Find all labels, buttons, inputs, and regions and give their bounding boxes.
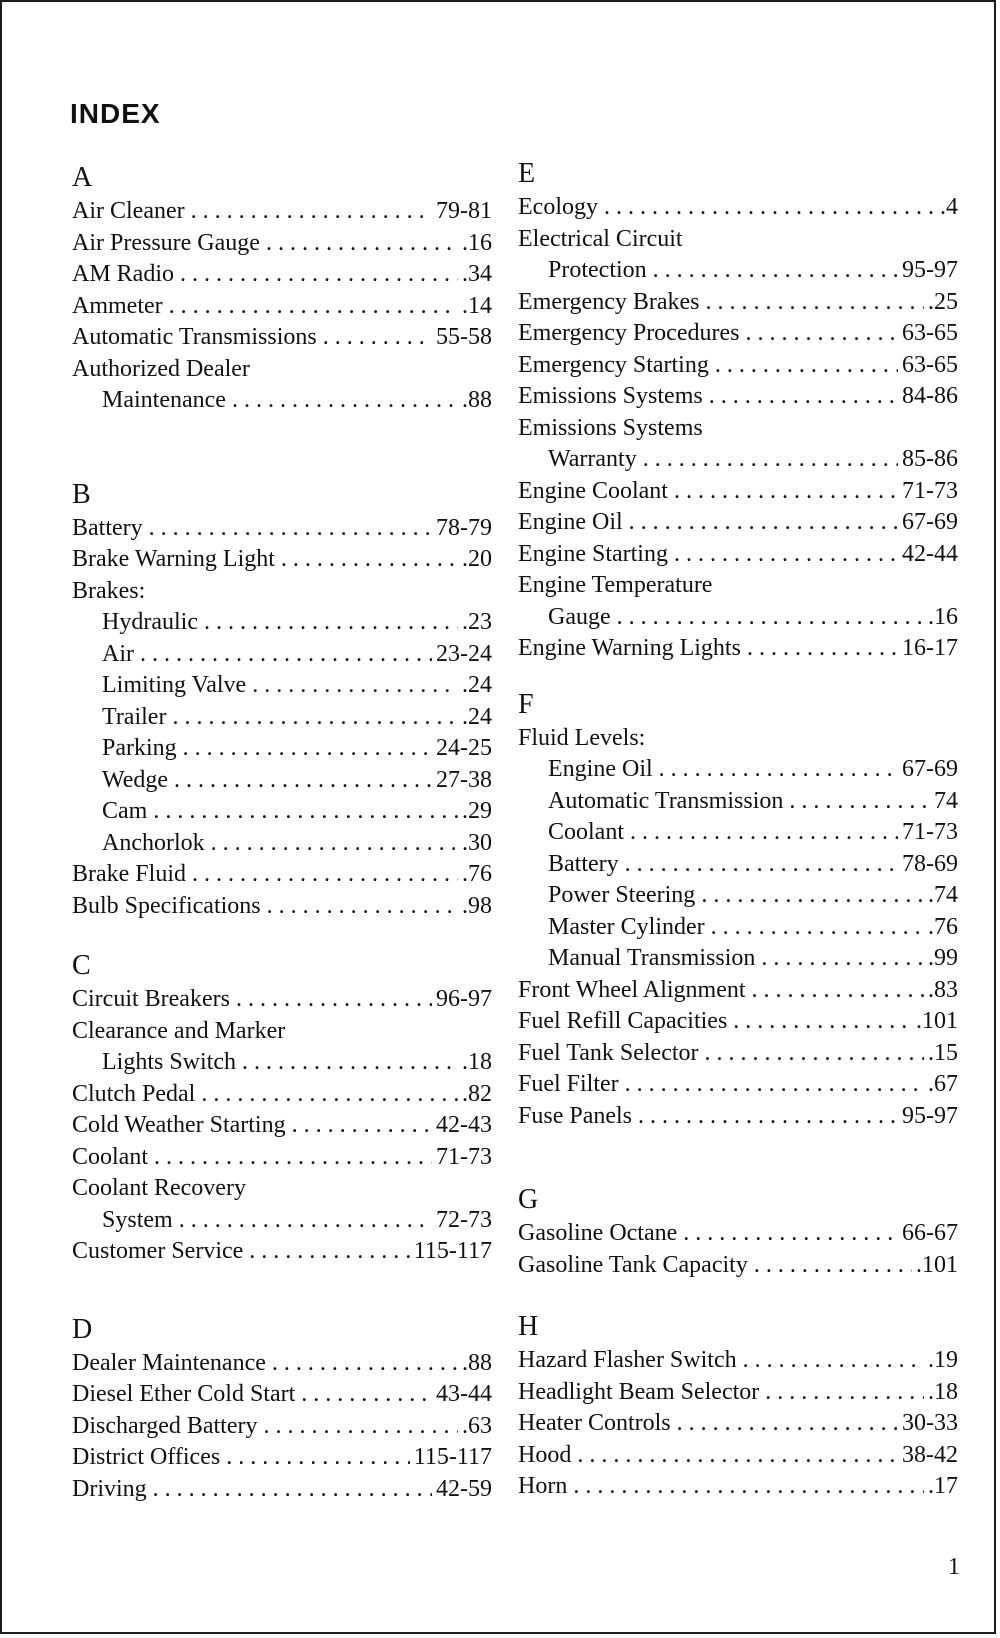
entry-page: .18 [928, 1378, 958, 1405]
entry-page: .15 [928, 1039, 958, 1066]
leader-dots [761, 943, 924, 975]
entry-heading: Brakes: [72, 577, 146, 604]
leader-dots [174, 765, 432, 797]
entry-heading: Electrical Circuit [518, 225, 683, 252]
index-entry[interactable] [518, 476, 958, 508]
entry-page: .19 [928, 1347, 958, 1373]
leader-dots [638, 1101, 898, 1133]
entry-label: Bulb Specifications [72, 892, 261, 919]
entry-page: 63-65 [902, 351, 958, 378]
entry-label: Horn [518, 1473, 568, 1499]
index-entry[interactable] [518, 318, 958, 350]
entry-page: .30 [462, 829, 492, 856]
entry-label: Fuel Tank Selector [518, 1039, 699, 1066]
index-entry[interactable] [72, 1205, 492, 1237]
leader-dots [747, 633, 898, 665]
leader-dots [705, 1038, 924, 1070]
section-f [518, 687, 958, 1133]
leader-dots [765, 1377, 924, 1409]
entry-label: Air Cleaner [72, 198, 185, 224]
entry-page: 63-65 [902, 320, 958, 346]
leader-dots [183, 733, 432, 765]
leader-dots [604, 192, 936, 224]
section-letter: H [518, 1311, 539, 1342]
index-entry[interactable] [72, 291, 492, 323]
index-entry[interactable] [72, 1379, 492, 1411]
entry-page: 78-79 [436, 514, 492, 541]
index-entry[interactable] [72, 228, 492, 260]
entry-page: 71-73 [436, 1143, 492, 1170]
section-letter: C [72, 950, 91, 981]
entry-label: Emissions Systems [518, 383, 703, 409]
leader-dots [752, 975, 924, 1007]
leader-dots [629, 507, 898, 539]
leader-dots [226, 1442, 410, 1474]
entry-label: AM Radio [72, 261, 174, 287]
entry-label: Maintenance [102, 387, 226, 413]
leader-dots [192, 859, 458, 891]
entry-page: .18 [462, 1049, 492, 1075]
entry-heading: Engine Temperature [518, 572, 713, 598]
entry-page: 23-24 [436, 640, 492, 667]
leader-dots [706, 287, 925, 319]
entry-page: .16 [928, 603, 958, 630]
index-entry[interactable] [72, 322, 492, 354]
index-entry[interactable] [518, 880, 958, 912]
entry-label: Battery [72, 514, 143, 541]
entry-label: Engine Starting [518, 540, 668, 567]
index-entry[interactable] [518, 1250, 958, 1282]
section-letter: G [518, 1184, 539, 1215]
entry-label: Engine Oil [518, 509, 623, 535]
entry-page: .4 [940, 194, 958, 220]
entry-label: Emergency Brakes [518, 288, 700, 315]
leader-dots [577, 1440, 898, 1472]
section-e [518, 156, 958, 665]
index-entry[interactable] [518, 602, 958, 634]
entry-label: Fuel Refill Capacities [518, 1008, 728, 1034]
leader-dots [677, 1408, 898, 1440]
entry-page: 96-97 [436, 986, 492, 1012]
entry-page: .88 [462, 1349, 492, 1376]
entry-page: 16-17 [902, 635, 958, 661]
leader-dots [281, 544, 458, 576]
entry-page: 71-73 [902, 819, 958, 845]
leader-dots [733, 1006, 912, 1038]
leader-dots [653, 255, 898, 287]
leader-dots [249, 1236, 409, 1268]
entry-page: 30-33 [902, 1410, 958, 1436]
entry-page: .83 [928, 976, 958, 1003]
entry-label: Cold Weather Starting [72, 1112, 286, 1138]
entry-page: 38-42 [902, 1441, 958, 1468]
entry-label: System [102, 1206, 173, 1233]
index-entry[interactable] [72, 1079, 492, 1111]
entry-label: Automatic Transmission [548, 787, 784, 814]
leader-dots [630, 817, 898, 849]
leader-dots [201, 1079, 458, 1111]
leader-dots [674, 539, 898, 571]
entry-label: Fuse Panels [518, 1102, 632, 1129]
index-entry[interactable] [518, 633, 958, 665]
entry-page: 55-58 [436, 324, 492, 350]
entry-page: 67-69 [902, 509, 958, 535]
section-letter: D [72, 1313, 93, 1345]
entry-page: .76 [928, 913, 958, 940]
index-entry[interactable] [72, 702, 492, 734]
leader-dots [789, 786, 930, 818]
index-entry[interactable] [518, 1377, 958, 1409]
right-column [518, 156, 958, 1503]
entry-label: Manual Transmission [548, 945, 756, 971]
index-entry[interactable] [72, 733, 492, 765]
entry-page: .16 [462, 229, 492, 256]
index-entry[interactable] [518, 1471, 958, 1503]
leader-dots [264, 1411, 459, 1443]
entry-page: 115-117 [413, 1238, 492, 1264]
entry-label: Cam [102, 798, 148, 824]
index-entry[interactable] [72, 639, 492, 671]
entry-heading: Coolant Recovery [72, 1175, 246, 1201]
entry-label: Driving [72, 1475, 147, 1502]
index-entry[interactable] [72, 765, 492, 797]
entry-page: .24 [462, 672, 492, 698]
entry-label: Trailer [102, 703, 167, 730]
entry-label: Diesel Ether Cold Start [72, 1381, 296, 1407]
page-number: 1 [948, 1554, 960, 1580]
leader-dots [301, 1379, 432, 1411]
leader-dots [272, 1348, 458, 1380]
entry-label: Clutch Pedal [72, 1080, 196, 1107]
entry-page: .67 [928, 1071, 958, 1097]
entry-label: Gasoline Octane [518, 1220, 678, 1246]
leader-dots [573, 1471, 924, 1503]
entry-page: 72-73 [436, 1206, 492, 1233]
entry-heading: Clearance and Marker [72, 1017, 286, 1044]
section-letter: E [518, 158, 536, 189]
section-letter: B [72, 478, 91, 510]
entry-page: .88 [462, 387, 492, 413]
entry-label: Hydraulic [102, 609, 198, 635]
entry-label: Lights Switch [102, 1049, 237, 1075]
leader-dots [191, 196, 432, 228]
index-entry[interactable] [72, 1474, 492, 1506]
index-entry[interactable] [518, 350, 958, 382]
leader-dots [754, 1250, 912, 1282]
section-d [72, 1312, 492, 1506]
leader-dots [266, 228, 458, 260]
entry-page: .24 [462, 703, 492, 730]
leader-dots [715, 350, 898, 382]
leader-dots [625, 849, 898, 881]
entry-label: Hood [518, 1441, 572, 1468]
entry-label: Coolant [548, 819, 624, 845]
entry-label: Air [102, 640, 134, 667]
entry-heading: Emissions Systems [518, 414, 703, 441]
index-entry[interactable] [518, 975, 958, 1007]
section-c [72, 948, 492, 1268]
index-entry[interactable] [72, 1411, 492, 1443]
entry-page: 27-38 [436, 766, 492, 793]
left-column [72, 160, 492, 1505]
leader-dots [179, 1205, 432, 1237]
entry-page: .20 [462, 546, 492, 572]
entry-heading: Authorized Dealer [72, 355, 250, 382]
entry-page: .23 [462, 609, 492, 635]
entry-page: 71-73 [902, 477, 958, 504]
index-entry[interactable] [72, 1047, 492, 1079]
leader-dots [149, 513, 432, 545]
index-entry[interactable] [518, 1440, 958, 1472]
section-b [72, 477, 492, 923]
entry-label: Headlight Beam Selector [518, 1378, 760, 1405]
entry-page: 43-44 [436, 1381, 492, 1407]
entry-label: Fuel Filter [518, 1071, 619, 1097]
index-entry[interactable] [518, 444, 958, 476]
entry-page: .25 [928, 288, 958, 315]
entry-label: Coolant [72, 1143, 148, 1170]
entry-page: .34 [462, 261, 492, 287]
leader-dots [683, 1218, 898, 1250]
entry-page: 42-59 [436, 1475, 492, 1502]
entry-label: Wedge [102, 766, 169, 793]
entry-heading: Fluid Levels: [518, 724, 646, 751]
index-entry[interactable] [518, 1408, 958, 1440]
index-entry[interactable] [72, 670, 492, 702]
leader-dots [643, 444, 898, 476]
leader-dots [267, 891, 458, 923]
entry-label: Air Pressure Gauge [72, 229, 260, 256]
section-h [518, 1309, 958, 1503]
index-entry[interactable] [72, 544, 492, 576]
leader-dots [701, 880, 924, 912]
index-entry[interactable] [518, 1006, 958, 1038]
index-entry[interactable] [72, 196, 492, 228]
section-g [518, 1182, 958, 1281]
entry-label: Front Wheel Alignment [518, 976, 746, 1003]
section-a [72, 160, 492, 417]
index-entry[interactable] [72, 828, 492, 860]
entry-label: Gauge [548, 603, 611, 630]
entry-label: Engine Warning Lights [518, 635, 741, 661]
leader-dots [204, 607, 458, 639]
entry-label: Protection [548, 257, 647, 283]
leader-dots [232, 385, 458, 417]
entry-page: 24-25 [436, 735, 492, 761]
index-entry[interactable] [518, 1038, 958, 1070]
entry-page: 85-86 [902, 446, 958, 472]
entry-label: Hazard Flasher Switch [518, 1347, 737, 1373]
index-entry[interactable] [518, 507, 958, 539]
entry-page: 67-69 [902, 756, 958, 782]
entry-page: .101 [916, 1251, 958, 1278]
leader-dots [625, 1069, 924, 1101]
entry-page: 84-86 [902, 383, 958, 409]
index-entry[interactable] [518, 192, 958, 224]
entry-page: .29 [462, 798, 492, 824]
leader-dots [236, 984, 432, 1016]
index-entry[interactable] [72, 1236, 492, 1268]
index-entry[interactable] [72, 607, 492, 639]
entry-label: Power Steering [548, 882, 696, 908]
leader-dots [211, 828, 458, 860]
entry-label: Emergency Procedures [518, 320, 740, 346]
entry-label: Warranty [548, 446, 637, 472]
index-entry[interactable] [518, 754, 958, 786]
entry-label: Gasoline Tank Capacity [518, 1251, 748, 1278]
entry-label: Ammeter [72, 292, 163, 319]
leader-dots [172, 702, 458, 734]
index-entry[interactable] [518, 1069, 958, 1101]
entry-label: Engine Coolant [518, 477, 668, 504]
index-entry[interactable] [518, 1345, 958, 1377]
index-entry[interactable] [518, 1101, 958, 1133]
leader-dots [169, 291, 458, 323]
entry-page: 42-44 [902, 540, 958, 567]
entry-label: Parking [102, 735, 177, 761]
entry-page: 79-81 [436, 198, 492, 224]
leader-dots [153, 1474, 432, 1506]
entry-page: .98 [462, 892, 492, 919]
entry-label: Master Cylinder [548, 913, 705, 940]
index-entry[interactable] [518, 943, 958, 975]
index-entry[interactable] [518, 912, 958, 944]
entry-page: .14 [462, 292, 492, 319]
entry-page: 95-97 [902, 257, 958, 283]
index-entry[interactable] [72, 1348, 492, 1380]
entry-label: Limiting Valve [102, 672, 247, 698]
index-entry[interactable] [518, 381, 958, 413]
leader-dots [292, 1110, 432, 1142]
leader-dots [140, 639, 432, 671]
entry-page: 42-43 [436, 1112, 492, 1138]
index-entry[interactable] [72, 984, 492, 1016]
entry-label: Dealer Maintenance [72, 1349, 266, 1376]
leader-dots [711, 912, 924, 944]
leader-dots [617, 602, 924, 634]
entry-page: .82 [462, 1080, 492, 1107]
entry-label: Heater Controls [518, 1410, 671, 1436]
entry-page: 115-117 [413, 1444, 492, 1470]
index-entry[interactable] [72, 891, 492, 923]
entry-label: Ecology [518, 194, 598, 220]
leader-dots [252, 670, 458, 702]
leader-dots [743, 1345, 924, 1377]
index-entry[interactable] [72, 385, 492, 417]
index-entry[interactable] [518, 849, 958, 881]
entry-page: .76 [462, 861, 492, 887]
entry-page: .17 [928, 1473, 958, 1499]
leader-dots [323, 322, 432, 354]
leader-dots [674, 476, 898, 508]
entry-label: Engine Oil [548, 756, 653, 782]
entry-label: Automatic Transmissions [72, 324, 317, 350]
entry-page: .99 [928, 945, 958, 971]
index-entry[interactable] [518, 817, 958, 849]
index-entry[interactable] [518, 786, 958, 818]
index-entry[interactable] [72, 1142, 492, 1174]
page-title: INDEX [70, 98, 161, 129]
leader-dots [709, 381, 898, 413]
entry-page: 95-97 [902, 1102, 958, 1129]
entry-page: .63 [462, 1412, 492, 1439]
index-entry[interactable] [72, 796, 492, 828]
index-entry[interactable] [518, 255, 958, 287]
section-letter: A [72, 162, 93, 193]
index-entry[interactable] [518, 1218, 958, 1250]
entry-label: Anchorlok [102, 829, 205, 856]
leader-dots [180, 259, 458, 291]
index-entry[interactable] [518, 287, 958, 319]
entry-label: Circuit Breakers [72, 986, 230, 1012]
leader-dots [154, 1142, 432, 1174]
entry-label: District Offices [72, 1444, 221, 1470]
entry-page: 74 [934, 787, 958, 814]
entry-page: .74 [928, 882, 958, 908]
index-entry[interactable] [72, 1442, 492, 1474]
section-letter: F [518, 688, 534, 720]
index-entry[interactable] [72, 859, 492, 891]
index-entry[interactable] [72, 1110, 492, 1142]
entry-label: Emergency Starting [518, 351, 709, 378]
entry-label: Brake Fluid [72, 861, 186, 887]
index-entry[interactable] [72, 513, 492, 545]
leader-dots [153, 796, 458, 828]
entry-label: Battery [548, 850, 619, 877]
index-entry[interactable] [72, 259, 492, 291]
index-entry[interactable] [518, 539, 958, 571]
entry-page: .101 [916, 1008, 958, 1034]
entry-label: Customer Service [72, 1238, 244, 1264]
leader-dots [745, 318, 898, 350]
entry-page: 66-67 [902, 1220, 958, 1246]
entry-label: Brake Warning Light [72, 546, 275, 572]
leader-dots [242, 1047, 458, 1079]
leader-dots [659, 754, 898, 786]
entry-page: 78-69 [902, 850, 958, 877]
entry-label: Discharged Battery [72, 1412, 258, 1439]
